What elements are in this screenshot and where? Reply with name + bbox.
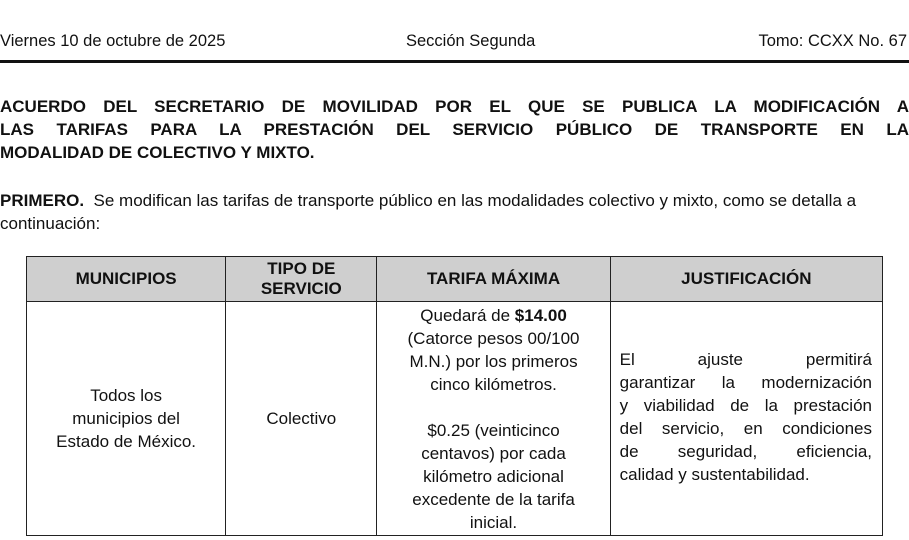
header-section: Sección Segunda xyxy=(406,32,536,50)
tarifa-line: (Catorce pesos 00/100 xyxy=(407,329,580,348)
header-volume: Tomo: CCXX No. 67 xyxy=(758,32,907,50)
page-header xyxy=(0,30,909,54)
header-tarifa-maxima: TARIFA MÁXIMA xyxy=(377,257,610,302)
header-tipo-servicio xyxy=(226,257,377,302)
header-tipo-line: TIPO DE xyxy=(267,259,336,278)
tarifa-line: kilómetro adicional xyxy=(423,467,564,486)
justificacion-line: garantizar la modernización xyxy=(619,373,872,392)
paragraph-text: Se modifican las tarifas de transporte público en las modalidades colectivo y mixto, como se detalla a continuación: xyxy=(0,191,857,233)
justificacion-line: de seguridad, eficiencia, xyxy=(619,442,872,461)
table-header-row xyxy=(27,257,883,302)
table-row xyxy=(27,302,883,536)
cell-tarifa xyxy=(377,302,610,536)
header-rule xyxy=(0,60,909,63)
header-tipo-line: SERVICIO xyxy=(260,279,342,298)
tarifa-line: $0.25 (veinticinco xyxy=(427,421,560,440)
tarifa-amount: $14.00 xyxy=(514,306,567,325)
header-justificacion: JUSTIFICACIÓN xyxy=(610,257,882,302)
tarifa-line: cinco kilómetros. xyxy=(430,375,557,394)
tarifa-line xyxy=(377,304,609,327)
paragraph-lead: PRIMERO. xyxy=(0,191,85,210)
tarifa-line: centavos) por cada xyxy=(421,444,566,463)
justificacion-line: del servicio, en condiciones xyxy=(619,419,872,438)
header-municipios: MUNICIPIOS xyxy=(27,257,226,302)
justificacion-line: y viabilidad de la prestación xyxy=(619,396,872,415)
header-date: Viernes 10 de octubre de 2025 xyxy=(0,32,226,50)
cell-justificacion xyxy=(610,302,882,536)
justificacion-line: El ajuste permitirá xyxy=(619,350,872,369)
municipios-line: Todos los xyxy=(90,386,163,405)
tarifa-line: excedente de la tarifa xyxy=(412,490,575,509)
municipios-line: municipios del xyxy=(72,409,180,428)
justificacion-line: calidad y sustentabilidad. xyxy=(619,465,810,484)
municipios-line: Estado de México. xyxy=(56,432,197,451)
cell-tipo-servicio: Colectivo xyxy=(226,302,377,536)
article-paragraph xyxy=(0,189,909,235)
tarifa-line: inicial. xyxy=(469,513,518,532)
tarifa-line: M.N.) por los primeros xyxy=(409,352,578,371)
title-line: ACUERDO DEL SECRETARIO DE MOVILIDAD POR EL QUE SE PUBLICA LA MODIFICACIÓN A xyxy=(0,97,909,116)
cell-municipios xyxy=(27,302,226,536)
title-line: MODALIDAD DE COLECTIVO Y MIXTO. xyxy=(0,143,315,162)
tariff-table xyxy=(26,256,883,536)
document-title xyxy=(0,95,909,164)
tarifa-prefix: Quedará de xyxy=(420,306,515,325)
title-line: LAS TARIFAS PARA LA PRESTACIÓN DEL SERVICIO PÚBLICO DE TRANSPORTE EN LA xyxy=(0,120,909,139)
